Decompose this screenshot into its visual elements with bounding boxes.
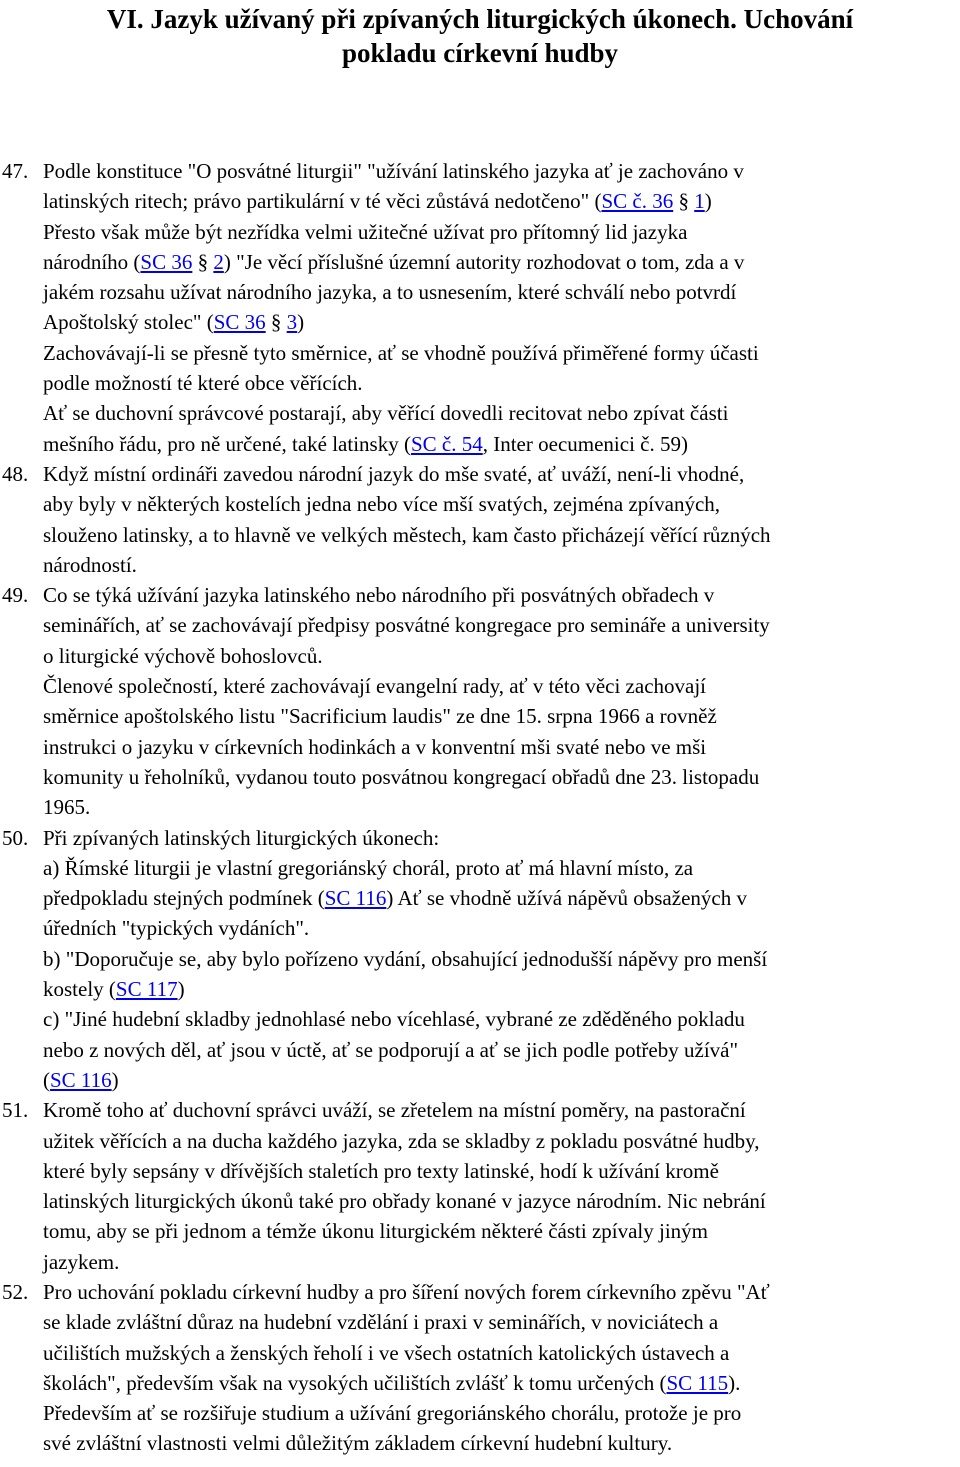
ref-link-sc36-a[interactable]: SC 36: [140, 249, 193, 274]
text-line: [43, 429, 956, 459]
text-span: ): [704, 189, 712, 214]
text-span: předpokladu stejných podmínek (: [43, 886, 325, 911]
section-icon: §: [270, 310, 282, 335]
text-line: [43, 1368, 956, 1398]
section-icon: §: [197, 249, 209, 274]
article-body: [43, 1095, 960, 1277]
text-line: komunity u řeholníků, vydanou touto posvátnou kongregací obřadů dne 23. listopadu: [43, 764, 760, 789]
ref-link-sc117[interactable]: SC 117: [115, 977, 178, 1002]
ref-link-sc115[interactable]: SC 115: [666, 1370, 729, 1395]
text-span: mešního řádu, pro ně určené, také latinsky (: [43, 431, 411, 456]
text-line: směrnice apoštolského listu "Sacrificium laudis" ze dne 15. srpna 1966 a rovněž: [43, 704, 717, 729]
text-line: Kromě toho ať duchovní správci uváží, se zřetelem na místní poměry, na pastorační: [43, 1098, 746, 1123]
article-body: [43, 156, 960, 459]
text-line: Zachovávají-li se přesně tyto směrnice, ať se vhodně používá přiměřené formy účasti: [43, 340, 759, 365]
ref-link-sc116-a[interactable]: SC 116: [324, 886, 387, 911]
text-span: ): [111, 1067, 119, 1092]
text-span: (: [43, 1067, 50, 1092]
text-line: [43, 883, 956, 913]
text-line: Přesto však může být nezřídka velmi užitečné užívat pro přítomný lid jazyka: [43, 219, 688, 244]
text-line: a) Římské liturgii je vlastní gregoriánský chorál, proto ať má hlavní místo, za: [43, 855, 694, 880]
text-line: učilištích mužských a ženských řeholí i ve všech ostatních katolických ústavech a: [43, 1340, 730, 1365]
article-number: 49.: [2, 583, 29, 608]
text-line: nebo z nových děl, ať jsou v úctě, ať se podporují a ať se jich podle potřeby užívá": [43, 1037, 739, 1062]
text-line: o liturgické výchově bohoslovců.: [43, 643, 323, 668]
text-line: Když místní ordináři zavedou národní jazyk do mše svaté, ať uváží, není-li vhodné,: [43, 461, 745, 486]
text-span: Apoštolský stolec" (: [43, 310, 214, 335]
article-number: 47.: [2, 159, 29, 183]
text-line: Pro uchování pokladu církevní hudby a pro šíření nových forem církevního zpěvu "Ať: [43, 1279, 770, 1304]
article-number: 52.: [2, 1279, 29, 1304]
text-span: ): [297, 310, 305, 335]
text-line: národností.: [43, 552, 137, 577]
article-body: [43, 459, 960, 580]
article-49: [0, 580, 960, 822]
text-span: , Inter oecumenici č. 59): [482, 431, 688, 456]
text-span: ): [177, 977, 185, 1002]
text-line: [43, 247, 956, 277]
text-line: užitek věřících a na ducha každého jazyka, zda se skladby z pokladu posvátné hudby,: [43, 1128, 760, 1153]
text-span: latinských ritech; právo partikulární v té věci zůstává nedotčeno" (: [43, 189, 602, 214]
text-line: c) "Jiné hudební skladby jednohlasé nebo vícehlasé, vybrané ze zděděného pokladu: [43, 1007, 745, 1032]
article-52: [0, 1277, 960, 1459]
text-span: kostely (: [43, 977, 116, 1002]
ref-link-sec-3[interactable]: 3: [286, 310, 298, 335]
ref-link-sec-2[interactable]: 2: [213, 249, 224, 274]
article-list: [0, 156, 960, 1459]
page-title: [0, 0, 960, 70]
text-line: slouženo latinsky, a to hlavně ve velkých městech, kam často přicházejí věřící různých: [43, 522, 771, 547]
text-line: Ať se duchovní správcové postarají, aby věřící dovedli recitovat nebo zpívat části: [43, 401, 729, 426]
text-line: Při zpívaných latinských liturgických úkonech:: [43, 825, 440, 850]
ref-link-sec-1[interactable]: 1: [694, 189, 705, 214]
text-line: úředních "typických vydáních".: [43, 916, 310, 941]
text-span: školách", především však na vysokých učilištích zvlášť k tomu určených (: [43, 1370, 667, 1395]
article-body: [43, 1277, 960, 1459]
text-line: latinských liturgických úkonů také pro obřady konané v jazyce národním. Nic nebrání: [43, 1189, 766, 1214]
text-line: aby byly v některých kostelích jedna nebo více mší svatých, zejména zpívaných,: [43, 492, 721, 517]
text-span: ) "Je věcí příslušné územní autority rozhodovat o tom, zda a v: [223, 249, 745, 274]
text-span: ).: [728, 1370, 741, 1395]
article-body: [43, 823, 960, 1096]
text-line: b) "Doporučuje se, aby bylo pořízeno vydání, obsahující jednodušší nápěvy pro menší: [43, 946, 768, 971]
text-line: instrukci o jazyku v církevních hodinkách a v konventní mši svaté nebo ve mši: [43, 734, 707, 759]
section-icon: §: [678, 189, 689, 214]
text-line: [43, 307, 956, 337]
text-line: Podle konstituce "O posvátné liturgii" "užívání latinského jazyka ať je zachováno v: [43, 159, 744, 183]
text-line: [43, 1065, 956, 1095]
text-line: Především ať se rozšiřuje studium a užívání gregoriánského chorálu, protože je pro: [43, 1401, 742, 1426]
text-line: své zvláštní vlastnosti velmi důležitým základem církevní hudební kultury.: [43, 1431, 673, 1456]
article-47: [0, 156, 960, 459]
text-line: jazykem.: [43, 1249, 120, 1274]
text-line: podle možností té které obce věřících.: [43, 371, 363, 396]
article-number: 51.: [2, 1098, 29, 1123]
article-50: [0, 823, 960, 1096]
article-51: [0, 1095, 960, 1277]
text-line: [43, 186, 956, 216]
text-span: ) Ať se vhodně užívá nápěvů obsažených v: [386, 886, 747, 911]
text-line: Členové společností, které zachovávají evangelní rady, ať v této věci zachovají: [43, 674, 707, 699]
text-line: které byly sepsány v dřívějších staletích pro texty latinské, hodí k užívání kromě: [43, 1158, 719, 1183]
article-number: 50.: [2, 825, 29, 850]
text-line: tomu, aby se při jednom a témže úkonu liturgickém některé části zpívaly jiným: [43, 1219, 709, 1244]
ref-link-sc-c36[interactable]: SC č. 36: [601, 189, 674, 214]
text-line: se klade zvláštní důraz na hudební vzdělání i praxi v seminářích, v noviciátech a: [43, 1310, 719, 1335]
article-number: 48.: [2, 461, 29, 486]
text-line: jakém rozsahu užívat národního jazyka, a to usnesením, které schválí nebo potvrdí: [43, 280, 737, 305]
title-line-1: VI. Jazyk užívaný při zpívaných liturgických úkonech. Uchování: [106, 4, 854, 34]
text-line: seminářích, ať se zachovávají předpisy posvátné kongregace pro semináře a university: [43, 613, 770, 638]
title-line-2: pokladu církevní hudby: [341, 38, 619, 68]
ref-link-sc36-b[interactable]: SC 36: [213, 310, 266, 335]
text-span: národního (: [43, 249, 141, 274]
article-body: [43, 580, 960, 822]
article-48: [0, 459, 960, 580]
text-line: [43, 974, 956, 1004]
ref-link-sc-c54[interactable]: SC č. 54: [410, 431, 483, 456]
text-line: Co se týká užívání jazyka latinského nebo národního při posvátných obřadech v: [43, 583, 715, 608]
text-line: 1965.: [43, 795, 91, 820]
ref-link-sc116-b[interactable]: SC 116: [50, 1067, 112, 1092]
